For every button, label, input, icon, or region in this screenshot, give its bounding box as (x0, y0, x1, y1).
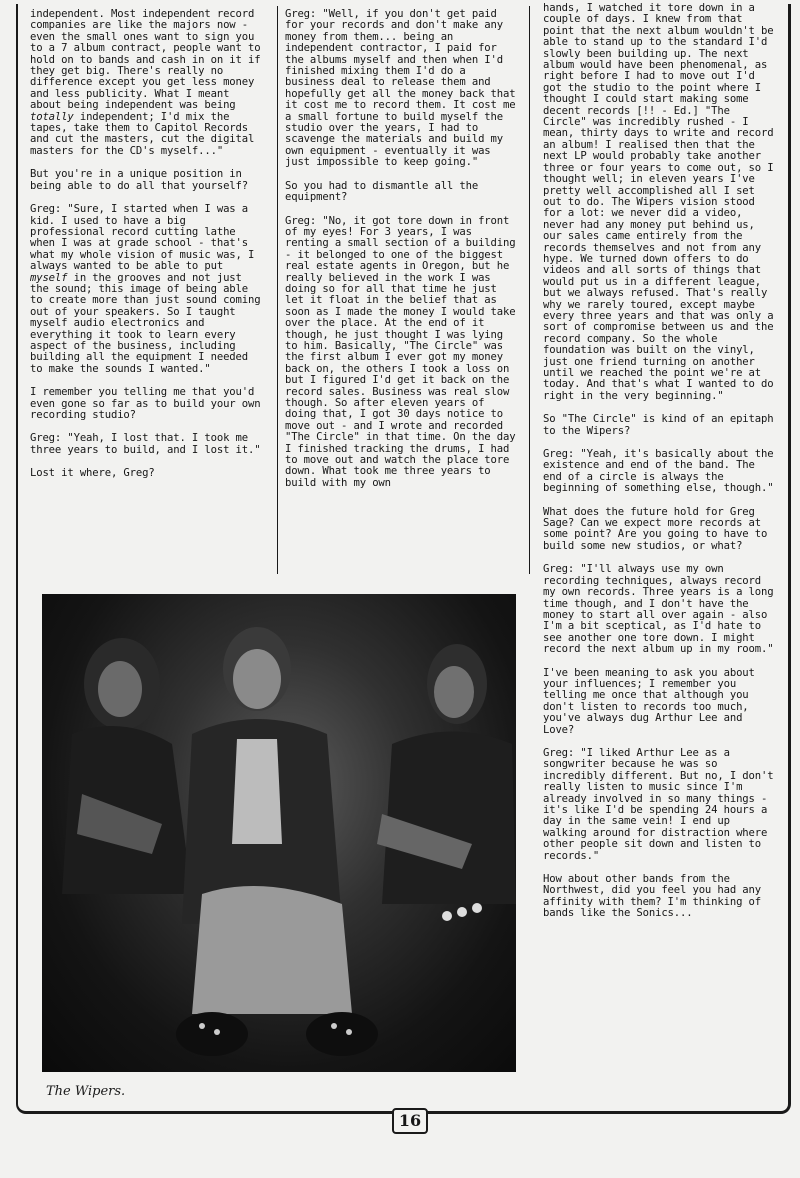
paragraph: Greg: "Yeah, it's basically about the existence and end of the band. The end of a circle is always the beginning of something else, though." (543, 448, 774, 495)
band-photo (42, 594, 516, 1072)
paragraph: Greg: "No, it got tore down in front of my eyes! For 3 years, I was renting a small section of a building - it belonged to one of the biggest real estate agents in Oregon, but he really believed in the work I was doing so for all that time he just let it float in the belief that as soon as I made the money I would take over the place. At the end of it though, he just thought I was lying to him. Basically, "The Circle" was the first album I ever got my money back on, the others I took a loss on but I figured I'd get it back on the record sales. Business was real slow though. So after eleven years of doing that, I got 30 days notice to move out - and I wrote and recorded "The Circle" in that time. On the day I finished tracking the drums, I had to move out and watch the place tore down. What took me three years to build with my own (285, 214, 516, 489)
band-photo-illustration (42, 594, 516, 1072)
paragraph: hands, I watched it tore down in a couple of days. I knew from that point that the next album wouldn't be able to stand up to the standard I'd slowly been building up. The next album would have been phenomenal, as right before I had to move out I'd got the studio to the point where I thought I could start making some decent records [!! - Ed.] "The Circle" was incredibly rushed - I mean, thirty days to write and record an album! I realised then that the next LP would probably take another three or four years to come out, so I thought well; in eleven years I've pretty well accomplished all I set out to do. The Wipers vision stood for a lot: we never did a video, never had any money put behind us, our sales came entirely from the records themselves and not from any hype. We turned down offers to do videos and all sorts of things that would put us in a different league, but we always refused. That's really why we rarely toured, except maybe every three years and that was only a sort of compromise between us and the record company. So the whole foundation was built on the vinyl, just one friend turning on another until we reached the point we're at today. And that's what I wanted to do right in the very beginning." (543, 3, 774, 402)
paragraph: How about other bands from the Northwest, did you feel you had any affinity with them? I'm thinking of bands like the Sonics... (543, 873, 761, 920)
article-column-3 (543, 3, 777, 1095)
page-number: 16 (392, 1108, 428, 1134)
article-column-1 (30, 9, 264, 571)
paragraph: Greg: "I'll always use my own recording techniques, always record my own records. Three years is a long time though, and I don't have the money to start all over again - also I'm a bit sceptical, as I'd hate to see another one tore down. I might record the next album up in my room." (543, 563, 774, 656)
paragraph: Greg: "Yeah, I lost that. I took me three years to build, and I lost it." (30, 432, 261, 456)
paragraph: independent. Most independent record companies are like the majors now - even the small ones want to sign you to a 7 album contract, people want to hold on to bands and cash in on it if they get big. There's really no difference except you get less money and less publicity. What I meant about being independent was being totally independent; I'd mix the tapes, take them to Capitol Records and cut the masters, cut the digital masters for the CD's myself..." (30, 9, 261, 157)
paragraph: I remember you telling me that you'd even gone so far as to build your own recording studio? (30, 386, 261, 421)
paragraph: What does the future hold for Greg Sage? Can we expect more records at some point? Are you going to have to build some new studios, or what? (543, 505, 768, 552)
paragraph: So "The Circle" is kind of an epitaph to the Wipers? (543, 413, 774, 437)
paragraph: But you're in a unique position in being able to do all that yourself? (30, 168, 248, 192)
column-divider (529, 6, 530, 574)
paragraph: Greg: "Well, if you don't get paid for your records and don't make any money from them... being an independent contractor, I paid for the albums myself and then when I'd finished mixing them I'd do a business deal to release them and hopefully get all the money back that it cost me to record them. It cost me a small fortune to build myself the studio over the years, I had to scavenge the materials and build my own equipment - eventually it was just impossible to keep going." (285, 9, 516, 169)
photo-caption: The Wipers. (46, 1084, 126, 1099)
article-column-2 (285, 9, 519, 571)
paragraph: Lost it where, Greg? (30, 467, 155, 480)
column-divider (277, 6, 278, 574)
paragraph: Greg: "I liked Arthur Lee as a songwriter because he was so incredibly different. But no, I don't really listen to music since I'm already involved in so many things - it's like I'd be spending 24 hours a day in the same vein! I end up walking around for distraction where other people sit down and listen to records." (543, 746, 774, 862)
paragraph: I've been meaning to ask you about your influences; I remember you telling me once that although you don't listen to records too much, you've always dug Arthur Lee and Love? (543, 666, 755, 736)
paragraph: Greg: "Sure, I started when I was a kid. I used to have a big professional record cutting lathe when I was at grade school - that's what my whole vision of music was, I always wanted to be able to put myself in the grooves and not just the sound; this image of being able to create more than just sound coming out of your speakers. So I taught myself audio electronics and everything it took to learn every aspect of the business, including building all the equipment I needed to make the sounds I wanted." (30, 203, 261, 375)
paragraph: So you had to dismantle all the equipment? (285, 179, 479, 204)
